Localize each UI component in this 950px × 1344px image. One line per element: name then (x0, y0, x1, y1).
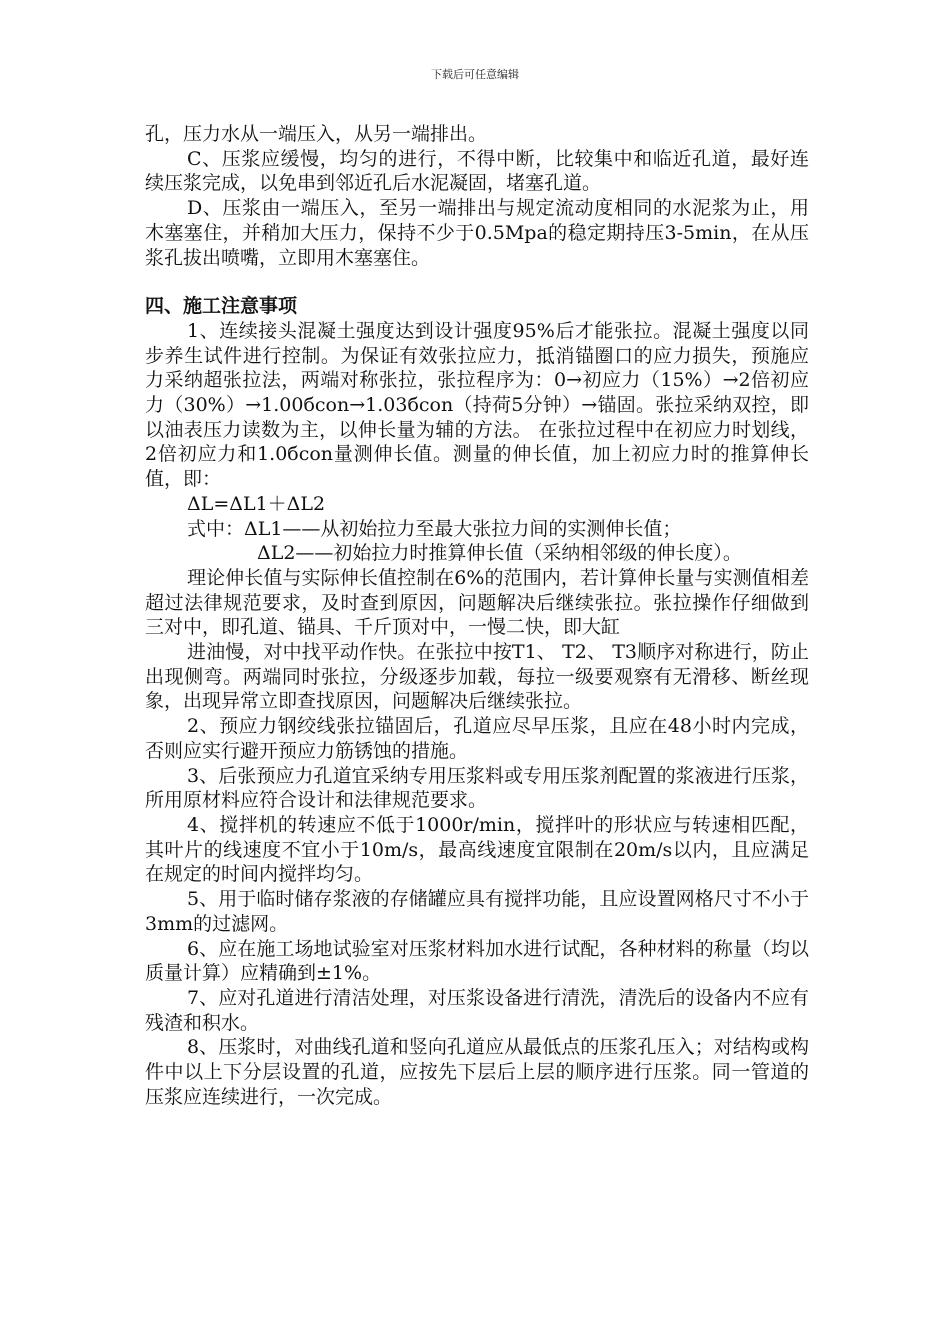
item-4: 4、搅拌机的转速应不低于1000r/min，搅拌叶的形状应与转速相匹配，其叶片的线速度不宜小于10m/s，最高线速度宜限制在20m/s以内，且应满足在规定的时间内搅拌均匀。 (145, 813, 809, 886)
document-body (145, 122, 809, 1109)
item-8: 8、压浆时，对曲线孔道和竖向孔道应从最低点的压浆孔压入；对结构或构件中以上下分层设置的孔道，应按先下层后上层的顺序进行压浆。同一管道的压浆应连续进行，一次完成。 (145, 1036, 809, 1108)
section-heading: 四、施工注意事项 (145, 295, 298, 318)
paragraph-d: D、压浆由一端压入，至另一端排出与规定流动度相同的水泥浆为止，用木塞塞住，并稍加大压力，保持不少于0.5Mpa的稳定期持压3-5min，在从压浆孔拔出喷嘴，立即用木塞塞住。 (145, 197, 809, 269)
paragraph-theory: 理论伸长值与实际伸长值控制在6%的范围内，若计算伸长量与实测值相差超过法律规范要求，及时查到原因，问题解决后继续张拉。张拉操作仔细做到三对中，即孔道、锚具、千斤顶对中，一慢二快，即大缸 (145, 566, 809, 639)
spacer (145, 270, 809, 294)
item-6: 6、应在施工场地试验室对压浆材料加水进行试配，各种材料的称量（均以质量计算）应精确到±1%。 (145, 937, 809, 985)
definition-2: ΔL2——初始拉力时推算伸长值（采纳相邻级的伸长度）。 (257, 542, 742, 565)
item-1: 1、连续接头混凝土强度达到设计强度95%后才能张拉。混凝土强度以同步养生试件进行控制。为保证有效张拉应力，抵消锚圈口的应力损失，预施应力采纳超张拉法，两端对称张拉，张拉程序为：0→初应力（15%）→2倍初应力（30%）→1.00бcon→1.03бcon（持荷5分钟）→锚固。张拉采纳双控，即以油表压力读数为主，以伸长量为辅的方法。 在张拉过程中在初应力时划线，2倍初应力和1.0бcon量测伸长值。测量的伸长值，加上初应力时的推算伸长值，即： (145, 319, 809, 491)
paragraph-continuation: 孔，压力水从一端压入，从另一端排出。 (145, 123, 488, 145)
paragraph-oil: 进油慢，对中找平动作快。在张拉中按T1、 T2、 T3顺序对称进行，防止出现侧弯。两端同时张拉，分级逐步加载，每拉一级要观察有无滑移、断丝现象，出现异常立即查找原因，问题解决后继续张拉。 (145, 641, 809, 713)
paragraph-c: C、压浆应缓慢，均匀的进行，不得中断，比较集中和临近孔道，最好连续压浆完成，以免串到邻近孔后水泥凝固，堵塞孔道。 (145, 147, 809, 195)
definition-1: 式中：ΔL1——从初始拉力至最大张拉力间的实测伸长值； (187, 517, 682, 540)
item-2: 2、预应力钢绞线张拉锚固后，孔道应尽早压浆，且应在48小时内完成，否则应实行避开预应力筋锈蚀的措施。 (145, 715, 809, 762)
item-5: 5、用于临时储存浆液的存储罐应具有搅拌功能，且应设置网格尺寸不小于3mm的过滤网。 (145, 888, 809, 935)
formula: ΔL=ΔL1＋ΔL2 (187, 492, 326, 515)
page-header: 下载后可任意编辑 (431, 68, 519, 81)
item-7: 7、应对孔道进行清洁处理，对压浆设备进行清洗，清洗后的设备内不应有残渣和积水。 (145, 986, 809, 1034)
item-3: 3、后张预应力孔道宜采纳专用压浆料或专用压浆剂配置的浆液进行压浆，所用原材料应符合设计和法律规范要求。 (145, 764, 809, 812)
